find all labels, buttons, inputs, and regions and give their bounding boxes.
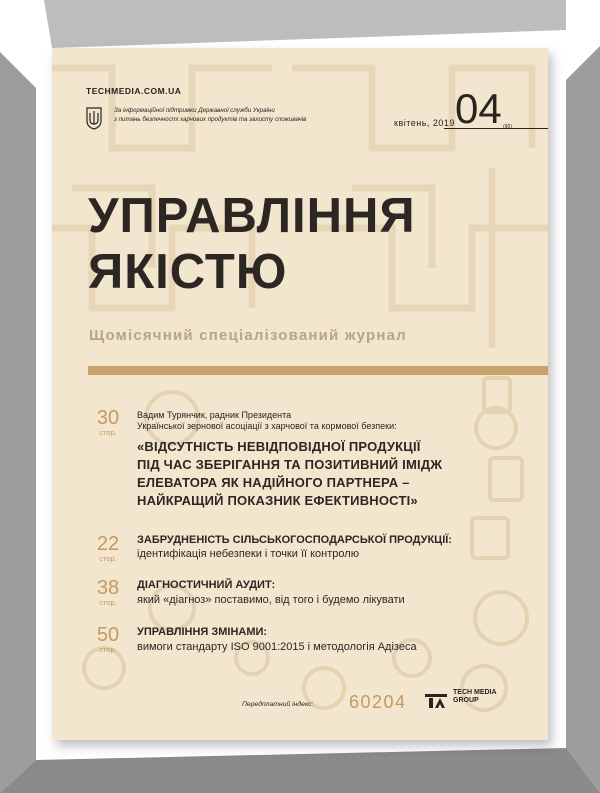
publisher-line: TECH MEDIA: [453, 689, 497, 696]
article-page-ref: [86, 578, 130, 607]
issue-subnumber: (90): [503, 124, 512, 130]
page-label: стор.: [99, 645, 117, 654]
article-page-ref: [86, 534, 130, 563]
headline-line: ЕЛЕВАТОРА ЯК НАДІЙНОГО ПАРТНЕРА –: [137, 475, 410, 490]
issue-number: 04: [455, 85, 502, 132]
article-heading: УПРАВЛІННЯ ЗМІНАМИ:: [137, 626, 268, 638]
page-number: 22: [96, 533, 120, 555]
headline-line: НАЙКРАЩИЙ ПОКАЗНИК ЕФЕКТИВНОСТІ»: [137, 493, 418, 508]
page-number: 50: [96, 624, 120, 646]
page-label: стор.: [99, 598, 117, 607]
publisher-line: GROUP: [453, 697, 479, 704]
headline-line: «ВІДСУТНІСТЬ НЕВІДПОВІДНОЇ ПРОДУКЦІЇ: [137, 439, 421, 454]
publisher-logo-icon: [423, 690, 449, 710]
article-description: вимоги стандарту ISO 9001:2015 і методологія Адізеса: [137, 641, 417, 653]
article-description: ідентифікація небезпеки і точки її контролю: [137, 548, 359, 560]
article-description: який «діагноз» поставимо, від того і будемо лікувати: [137, 594, 405, 606]
author-line: Вадим Турянчик, радник Президента: [137, 410, 292, 420]
website-url: TECHMEDIA.COM.UA: [86, 86, 182, 96]
trident-emblem-icon: [86, 106, 102, 130]
publisher-name: [453, 689, 497, 705]
magazine-title: [88, 188, 416, 300]
magazine-subtitle: Щомісячний спеціалізований журнал: [89, 327, 407, 344]
issue-date: квітень, 2019: [394, 118, 455, 128]
page-number: 30: [96, 407, 120, 429]
article-heading: ЗАБРУДНЕНІСТЬ СІЛЬСЬКОГОСПОДАРСЬКОЇ ПРОДУКЦІЇ:: [137, 534, 452, 546]
page-label: стор.: [99, 428, 117, 437]
feature-page-ref: [86, 408, 130, 437]
article-heading: ДІАГНОСТИЧНИЙ АУДИТ:: [137, 579, 276, 591]
support-line: з питань безпечності харчових продуктів та захисту споживачів: [114, 116, 307, 123]
subscription-label: Передплатний індекс:: [242, 701, 314, 708]
author-line: Української зернової асоціації з харчової та кормової безпеки:: [137, 421, 397, 431]
article-page-ref: [86, 625, 130, 654]
title-line: ЯКІСТЮ: [88, 245, 288, 299]
headline-line: ПІД ЧАС ЗБЕРІГАННЯ ТА ПОЗИТИВНИЙ ІМІДЖ: [137, 457, 443, 472]
feature-headline: [137, 438, 497, 510]
title-line: УПРАВЛІННЯ: [88, 189, 416, 243]
support-line: За інформаційної підтримки Державної служби України: [114, 107, 275, 114]
accent-rule: [88, 366, 548, 375]
feature-author: [137, 410, 467, 432]
page-number: 38: [96, 577, 120, 599]
support-statement: [114, 106, 414, 124]
magazine-cover: [52, 48, 548, 740]
subscription-index: 60204: [349, 692, 407, 712]
page-label: стор.: [99, 554, 117, 563]
